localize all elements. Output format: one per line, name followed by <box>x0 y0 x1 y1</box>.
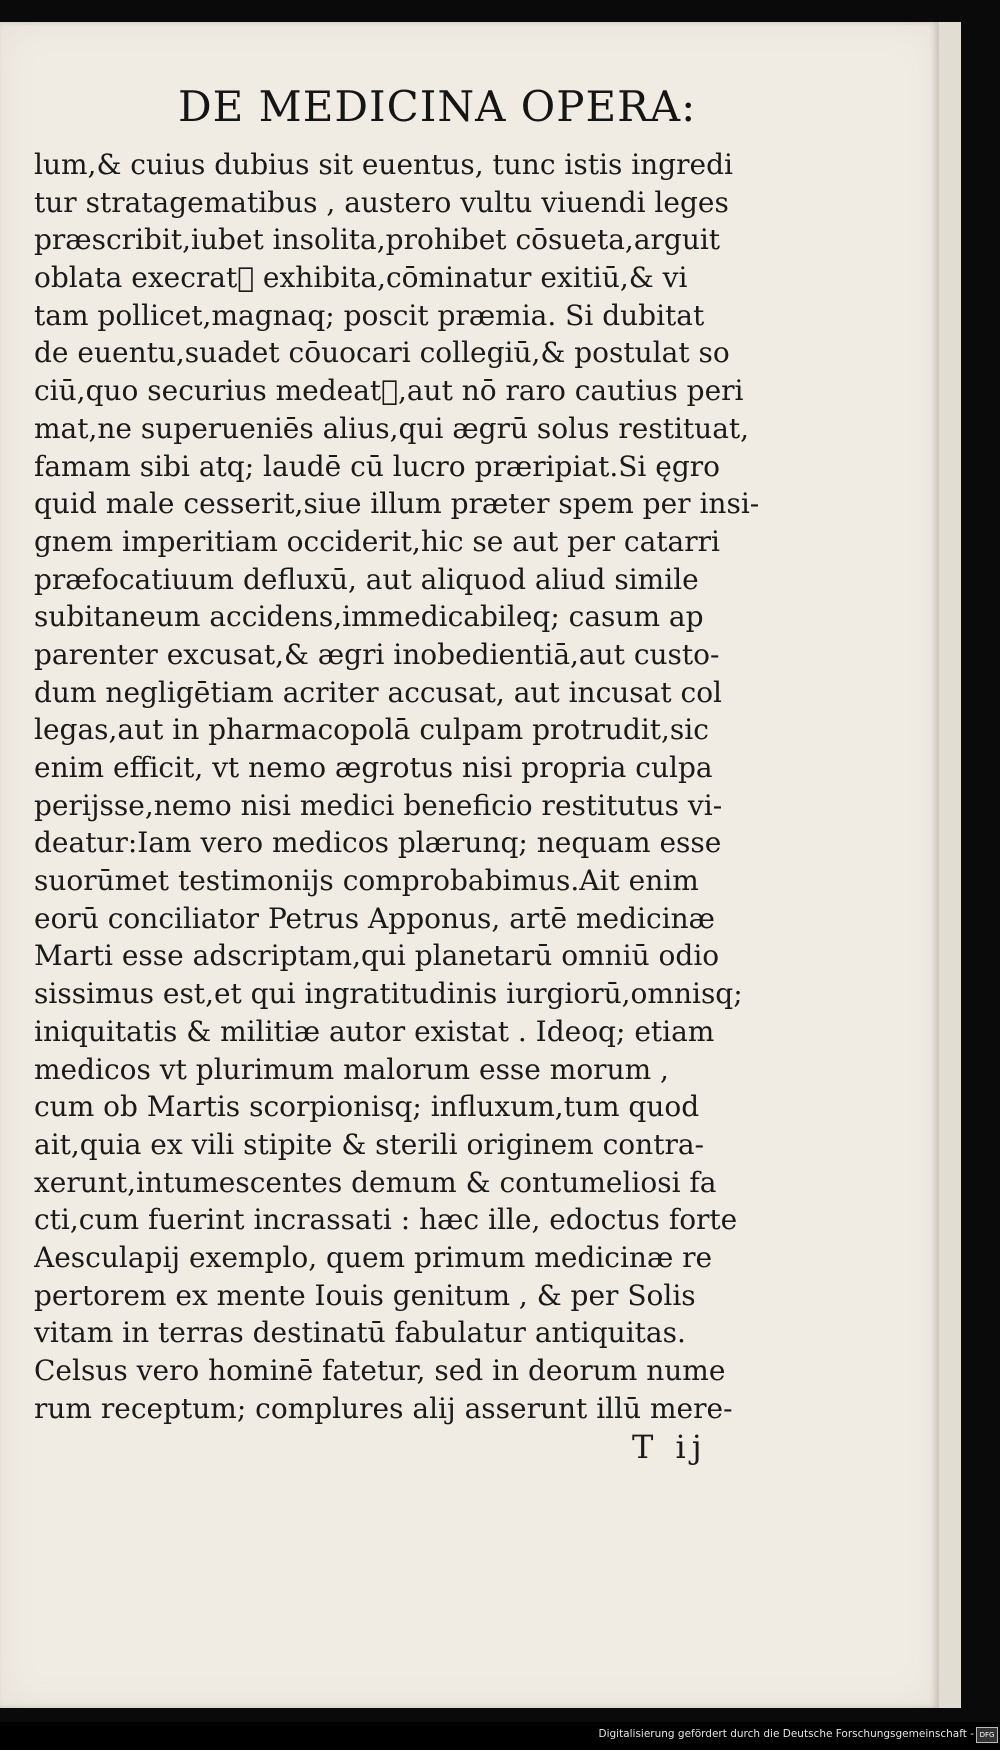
footer-credit: Digitalisierung gefördert durch die Deutsche Forschungsgemeinschaft - <box>598 1728 974 1740</box>
text-line: mat,ne superueniēs alius,qui ægrū solus restituat, <box>34 411 750 445</box>
text-line: præscribit,iubet insolita,prohibet cōsueta,arguit <box>34 223 721 257</box>
text-line: de euentu,suadet cōuocari collegiū,& postulat so <box>34 336 730 370</box>
text-line: præfocatiuum defluxū, aut aliquod aliud simile <box>34 562 699 596</box>
text-line: famam sibi atq; laudē cū lucro præripiat.Si ęgro <box>34 449 721 483</box>
text-line: legas,aut in pharmacopolā culpam protrudit,sic <box>34 713 709 747</box>
text-line: pertorem ex mente Iouis genitum , & per Solis <box>34 1278 696 1312</box>
text-line: medicos vt plurimum malorum esse morum , <box>34 1052 669 1086</box>
text-line: ait,quia ex vili stipite & sterili originem contra- <box>34 1127 704 1161</box>
text-line: vitam in terras destinatū fabulatur antiquitas. <box>34 1316 686 1350</box>
text-line: lum,& cuius dubius sit euentus, tunc istis ingredi <box>34 148 733 181</box>
text-line: rum receptum; complures alij asserunt illū mere- <box>34 1391 733 1425</box>
text-line: parenter excusat,& ægri inobedientiā,aut custo- <box>34 637 720 671</box>
text-line: Marti esse adscriptam,qui planetarū omniū odio <box>34 939 720 973</box>
text-line: Celsus vero hominē fatetur, sed in deorum nume <box>34 1354 726 1387</box>
signature-mark: T ij <box>632 1428 708 1466</box>
text-line: oblata execratᷓ exhibita,cōminatur exitiū,& vi <box>34 261 688 295</box>
text-line: tam pollicet,magnaq; poscit præmia. Si dubitat <box>34 298 705 332</box>
text-line: iniquitatis & militiæ autor existat . Ideoq; etiam <box>34 1014 715 1048</box>
text-line: sissimus est,et qui ingratitudinis iurgiorū,omnisq; <box>34 977 743 1011</box>
text-line: Aesculapij exemplo, quem primum medicinæ re <box>34 1240 713 1274</box>
text-line: eorū conciliator Petrus Apponus, artē medicinæ <box>34 901 715 935</box>
body-text <box>34 146 794 1427</box>
text-line: cum ob Martis scorpionisq; influxum,tum quod <box>34 1090 700 1124</box>
text-line: ciū,quo securius medeatᷓ,aut nō raro cautius peri <box>34 374 744 408</box>
text-line: cti,cum fuerint incrassati : hæc ille, edoctus forte <box>34 1203 738 1237</box>
text-line: dum negligētiam acriter accusat, aut incusat col <box>34 675 723 709</box>
text-line: deatur:Iam vero medicos plærunq; nequam esse <box>34 826 722 860</box>
text-line: xerunt,intumescentes demum & contumeliosi fa <box>34 1165 717 1199</box>
text-line: tur stratagematibus , austero vultu viuendi leges <box>34 185 729 219</box>
text-line: gnem imperitiam occiderit,hic se aut per catarri <box>34 524 720 558</box>
page-edge <box>938 22 961 1708</box>
footer-bar <box>0 1722 1000 1750</box>
text-line: perijsse,nemo nisi medici beneficio restitutus vi- <box>34 788 723 822</box>
text-line: suorūmet testimonijs comprobabimus.Ait enim <box>34 864 699 898</box>
text-line: enim efficit, vt nemo ægrotus nisi propria culpa <box>34 751 713 784</box>
text-line: quid male cesserit,siue illum præter spem per insi- <box>34 487 760 521</box>
running-head: DE MEDICINA OPERA: <box>178 82 697 131</box>
text-line: subitaneum accidens,immedicabileq; casum ap <box>34 600 704 634</box>
dfg-logo-icon: DFG <box>976 1727 998 1743</box>
